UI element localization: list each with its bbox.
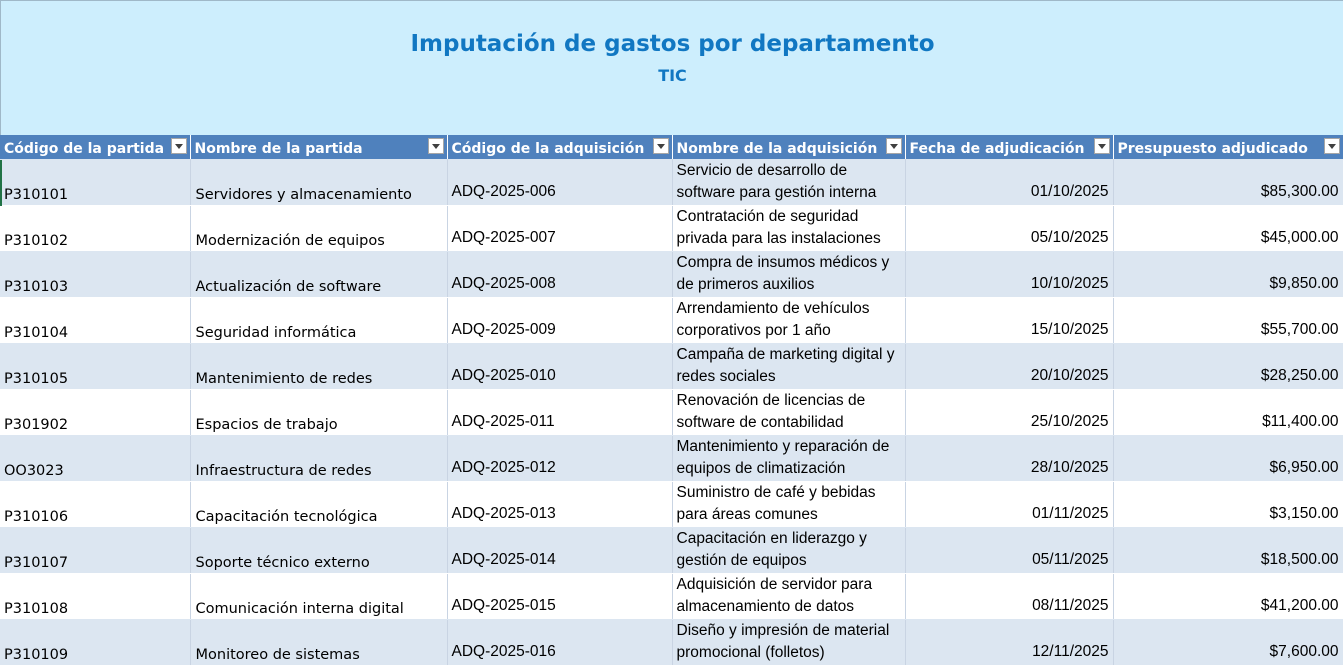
- cell-codigo-adquisicion[interactable]: ADQ-2025-011: [447, 389, 672, 435]
- table-row: [0, 435, 1343, 481]
- cell-nombre-partida[interactable]: Actualización de software: [190, 251, 447, 297]
- cell-nombre-adquisicion[interactable]: Servicio de desarrollo de software para gestión interna: [672, 159, 905, 205]
- cell-nombre-adquisicion[interactable]: Arrendamiento de vehículos corporativos por 1 año: [672, 297, 905, 343]
- table-header-row: [0, 135, 1343, 159]
- cell-nombre-partida[interactable]: Mantenimiento de redes: [190, 343, 447, 389]
- table-row: [0, 297, 1343, 343]
- cell-nombre-adquisicion[interactable]: Mantenimiento y reparación de equipos de climatización: [672, 435, 905, 481]
- cell-codigo-adquisicion[interactable]: ADQ-2025-010: [447, 343, 672, 389]
- cell-nombre-partida[interactable]: Modernización de equipos: [190, 205, 447, 251]
- table-row: [0, 481, 1343, 527]
- column-header-label: Presupuesto adjudicado: [1117, 140, 1308, 157]
- cell-codigo-adquisicion[interactable]: ADQ-2025-009: [447, 297, 672, 343]
- cell-codigo-adquisicion[interactable]: ADQ-2025-007: [447, 205, 672, 251]
- column-header-nombre-partida[interactable]: [190, 135, 447, 159]
- expense-table: [0, 135, 1343, 666]
- cell-presupuesto-adjudicado[interactable]: $9,850.00: [1113, 251, 1343, 297]
- cell-codigo-partida[interactable]: P310106: [0, 481, 190, 527]
- cell-codigo-partida[interactable]: P310101: [0, 159, 190, 205]
- cell-codigo-partida[interactable]: P310109: [0, 619, 190, 665]
- cell-codigo-partida[interactable]: P310105: [0, 343, 190, 389]
- column-header-label: Nombre de la adquisición: [676, 140, 878, 157]
- column-header-fecha-adjudicacion[interactable]: [905, 135, 1113, 159]
- column-header-codigo-adquisicion[interactable]: [447, 135, 672, 159]
- cell-codigo-partida[interactable]: P310108: [0, 573, 190, 619]
- active-cell-indicator: [0, 160, 2, 206]
- cell-presupuesto-adjudicado[interactable]: $28,250.00: [1113, 343, 1343, 389]
- table-row: [0, 389, 1343, 435]
- cell-codigo-adquisicion[interactable]: ADQ-2025-016: [447, 619, 672, 665]
- cell-presupuesto-adjudicado[interactable]: $7,600.00: [1113, 619, 1343, 665]
- cell-nombre-partida[interactable]: Soporte técnico externo: [190, 527, 447, 573]
- cell-codigo-partida[interactable]: P310102: [0, 205, 190, 251]
- cell-nombre-partida[interactable]: Seguridad informática: [190, 297, 447, 343]
- cell-presupuesto-adjudicado[interactable]: $85,300.00: [1113, 159, 1343, 205]
- cell-fecha-adjudicacion[interactable]: 01/11/2025: [905, 481, 1113, 527]
- column-header-label: Nombre de la partida: [194, 140, 363, 157]
- cell-codigo-partida[interactable]: P310104: [0, 297, 190, 343]
- filter-dropdown-icon[interactable]: [171, 138, 187, 154]
- column-header-nombre-adquisicion[interactable]: [672, 135, 905, 159]
- table-row: [0, 527, 1343, 573]
- cell-fecha-adjudicacion[interactable]: 15/10/2025: [905, 297, 1113, 343]
- cell-codigo-partida[interactable]: OO3023: [0, 435, 190, 481]
- cell-codigo-adquisicion[interactable]: ADQ-2025-015: [447, 573, 672, 619]
- title-banner: [0, 0, 1343, 135]
- cell-presupuesto-adjudicado[interactable]: $6,950.00: [1113, 435, 1343, 481]
- cell-nombre-adquisicion[interactable]: Suministro de café y bebidas para áreas comunes: [672, 481, 905, 527]
- cell-nombre-partida[interactable]: Comunicación interna digital: [190, 573, 447, 619]
- table-row: [0, 251, 1343, 297]
- cell-codigo-partida[interactable]: P310103: [0, 251, 190, 297]
- cell-codigo-partida[interactable]: P310107: [0, 527, 190, 573]
- cell-fecha-adjudicacion[interactable]: 05/11/2025: [905, 527, 1113, 573]
- cell-presupuesto-adjudicado[interactable]: $45,000.00: [1113, 205, 1343, 251]
- column-header-label: Código de la adquisición: [451, 140, 645, 157]
- cell-nombre-adquisicion[interactable]: Diseño y impresión de material promocional (folletos): [672, 619, 905, 665]
- cell-nombre-adquisicion[interactable]: Compra de insumos médicos y de primeros auxilios: [672, 251, 905, 297]
- cell-fecha-adjudicacion[interactable]: 12/11/2025: [905, 619, 1113, 665]
- cell-fecha-adjudicacion[interactable]: 05/10/2025: [905, 205, 1113, 251]
- cell-presupuesto-adjudicado[interactable]: $18,500.00: [1113, 527, 1343, 573]
- column-header-label: Código de la partida: [4, 140, 165, 157]
- cell-fecha-adjudicacion[interactable]: 08/11/2025: [905, 573, 1113, 619]
- cell-nombre-adquisicion[interactable]: Renovación de licencias de software de contabilidad: [672, 389, 905, 435]
- cell-nombre-adquisicion[interactable]: Capacitación en liderazgo y gestión de equipos: [672, 527, 905, 573]
- cell-fecha-adjudicacion[interactable]: 25/10/2025: [905, 389, 1113, 435]
- cell-fecha-adjudicacion[interactable]: 20/10/2025: [905, 343, 1113, 389]
- column-header-label: Fecha de adjudicación: [909, 140, 1085, 157]
- cell-codigo-partida[interactable]: P301902: [0, 389, 190, 435]
- cell-fecha-adjudicacion[interactable]: 28/10/2025: [905, 435, 1113, 481]
- cell-codigo-adquisicion[interactable]: ADQ-2025-014: [447, 527, 672, 573]
- column-header-presupuesto-adjudicado[interactable]: [1113, 135, 1343, 159]
- table-row: [0, 573, 1343, 619]
- table-row: [0, 205, 1343, 251]
- table-row: [0, 343, 1343, 389]
- cell-nombre-partida[interactable]: Monitoreo de sistemas: [190, 619, 447, 665]
- cell-fecha-adjudicacion[interactable]: 10/10/2025: [905, 251, 1113, 297]
- cell-nombre-adquisicion[interactable]: Adquisición de servidor para almacenamiento de datos: [672, 573, 905, 619]
- cell-presupuesto-adjudicado[interactable]: $55,700.00: [1113, 297, 1343, 343]
- cell-codigo-adquisicion[interactable]: ADQ-2025-012: [447, 435, 672, 481]
- cell-nombre-adquisicion[interactable]: Campaña de marketing digital y redes sociales: [672, 343, 905, 389]
- filter-dropdown-icon[interactable]: [1094, 138, 1110, 154]
- table-row: [0, 159, 1343, 205]
- cell-nombre-partida[interactable]: Capacitación tecnológica: [190, 481, 447, 527]
- filter-dropdown-icon[interactable]: [886, 138, 902, 154]
- cell-codigo-adquisicion[interactable]: ADQ-2025-013: [447, 481, 672, 527]
- cell-nombre-partida[interactable]: Espacios de trabajo: [190, 389, 447, 435]
- cell-presupuesto-adjudicado[interactable]: $3,150.00: [1113, 481, 1343, 527]
- sheet-subtitle: TIC: [658, 66, 687, 85]
- cell-nombre-partida[interactable]: Servidores y almacenamiento: [190, 159, 447, 205]
- filter-dropdown-icon[interactable]: [1324, 138, 1340, 154]
- cell-nombre-adquisicion[interactable]: Contratación de seguridad privada para las instalaciones: [672, 205, 905, 251]
- cell-codigo-adquisicion[interactable]: ADQ-2025-006: [447, 159, 672, 205]
- cell-nombre-partida[interactable]: Infraestructura de redes: [190, 435, 447, 481]
- filter-dropdown-icon[interactable]: [653, 138, 669, 154]
- cell-fecha-adjudicacion[interactable]: 01/10/2025: [905, 159, 1113, 205]
- table-row: [0, 619, 1343, 665]
- cell-presupuesto-adjudicado[interactable]: $11,400.00: [1113, 389, 1343, 435]
- cell-presupuesto-adjudicado[interactable]: $41,200.00: [1113, 573, 1343, 619]
- cell-codigo-adquisicion[interactable]: ADQ-2025-008: [447, 251, 672, 297]
- column-header-codigo-partida[interactable]: [0, 135, 190, 159]
- sheet-title: Imputación de gastos por departamento: [410, 31, 935, 57]
- filter-dropdown-icon[interactable]: [428, 138, 444, 154]
